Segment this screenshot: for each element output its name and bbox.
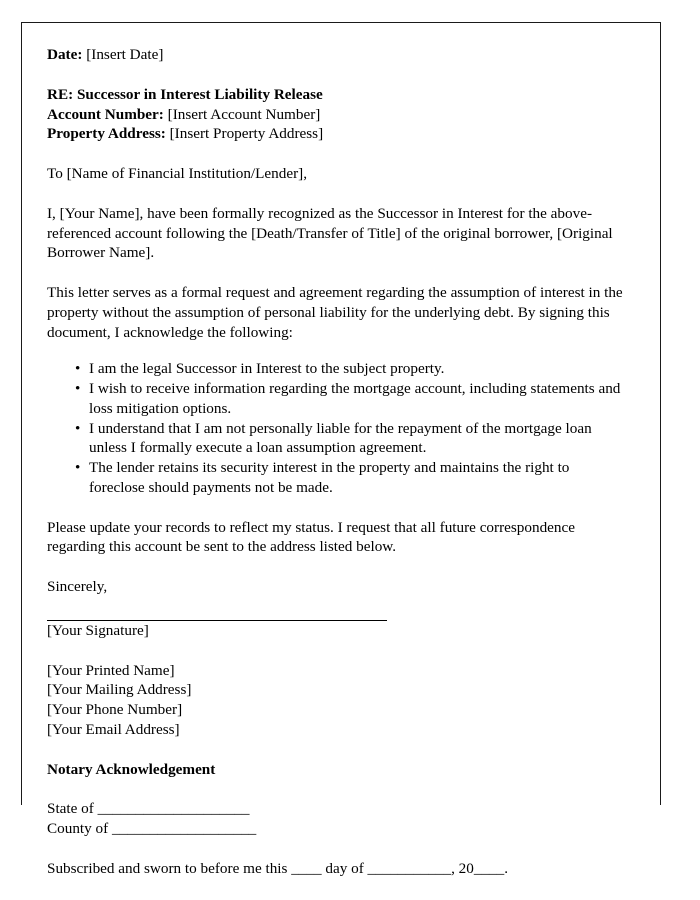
notary-sworn-line: Subscribed and sworn to before me this ____ day of ___________, 20____. [47, 859, 509, 877]
list-item: • I am the legal Successor in Interest to the subject property. [47, 359, 625, 379]
account-number-value: [Insert Account Number] [167, 105, 321, 123]
printed-name-line: [Your Printed Name] [47, 661, 175, 679]
document-body [47, 45, 625, 879]
intro-paragraph: I, [Your Name], have been formally recognized as the Successor in Interest for the above-referenced account following the [Death/Transfer of Title] of the original borrower, [Original Borrower Name]. [47, 204, 613, 262]
re-line: RE: Successor in Interest Liability Release [47, 85, 323, 103]
mailing-address-line: [Your Mailing Address] [47, 681, 192, 699]
property-address-value: [Insert Property Address] [169, 125, 324, 143]
signature-caption: [Your Signature] [47, 621, 149, 639]
list-item: • I wish to receive information regarding the mortgage account, including statements and loss mitigation options. [47, 379, 625, 419]
notary-state-line: State of ____________________ [47, 800, 250, 818]
date-label: Date: [47, 46, 83, 63]
date-line [47, 45, 625, 65]
account-number-line [47, 105, 625, 125]
closing-paragraph: Please update your records to reflect my status. I request that all future correspondence regarding this account be sent to the address listed below. [47, 518, 575, 556]
phone-number-line: [Your Phone Number] [47, 701, 183, 718]
list-item: • I understand that I am not personally liable for the repayment of the mortgage loan unless I formally execute a loan assumption agreement. [47, 419, 625, 459]
property-address-label: Property Address: [47, 125, 166, 143]
salutation: To [Name of Financial Institution/Lender], [47, 165, 308, 182]
purpose-paragraph: This letter serves as a formal request and agreement regarding the assumption of interest in the property without the assumption of personal liability for the underlying debt. By signing this document, I acknowledge the following: [47, 284, 623, 341]
sign-off: Sincerely, [47, 578, 108, 595]
notary-county-line: County of ___________________ [47, 820, 257, 837]
date-value: [Insert Date] [86, 46, 164, 63]
list-item: • The lender retains its security interest in the property and maintains the right to foreclose should payments not be made. [47, 458, 625, 498]
notary-heading: Notary Acknowledgement [47, 760, 216, 778]
document-page [21, 22, 661, 877]
account-number-label: Account Number: [47, 105, 164, 123]
acknowledgement-list [47, 359, 625, 497]
email-address-line: [Your Email Address] [47, 720, 180, 738]
property-address-line [47, 124, 625, 144]
